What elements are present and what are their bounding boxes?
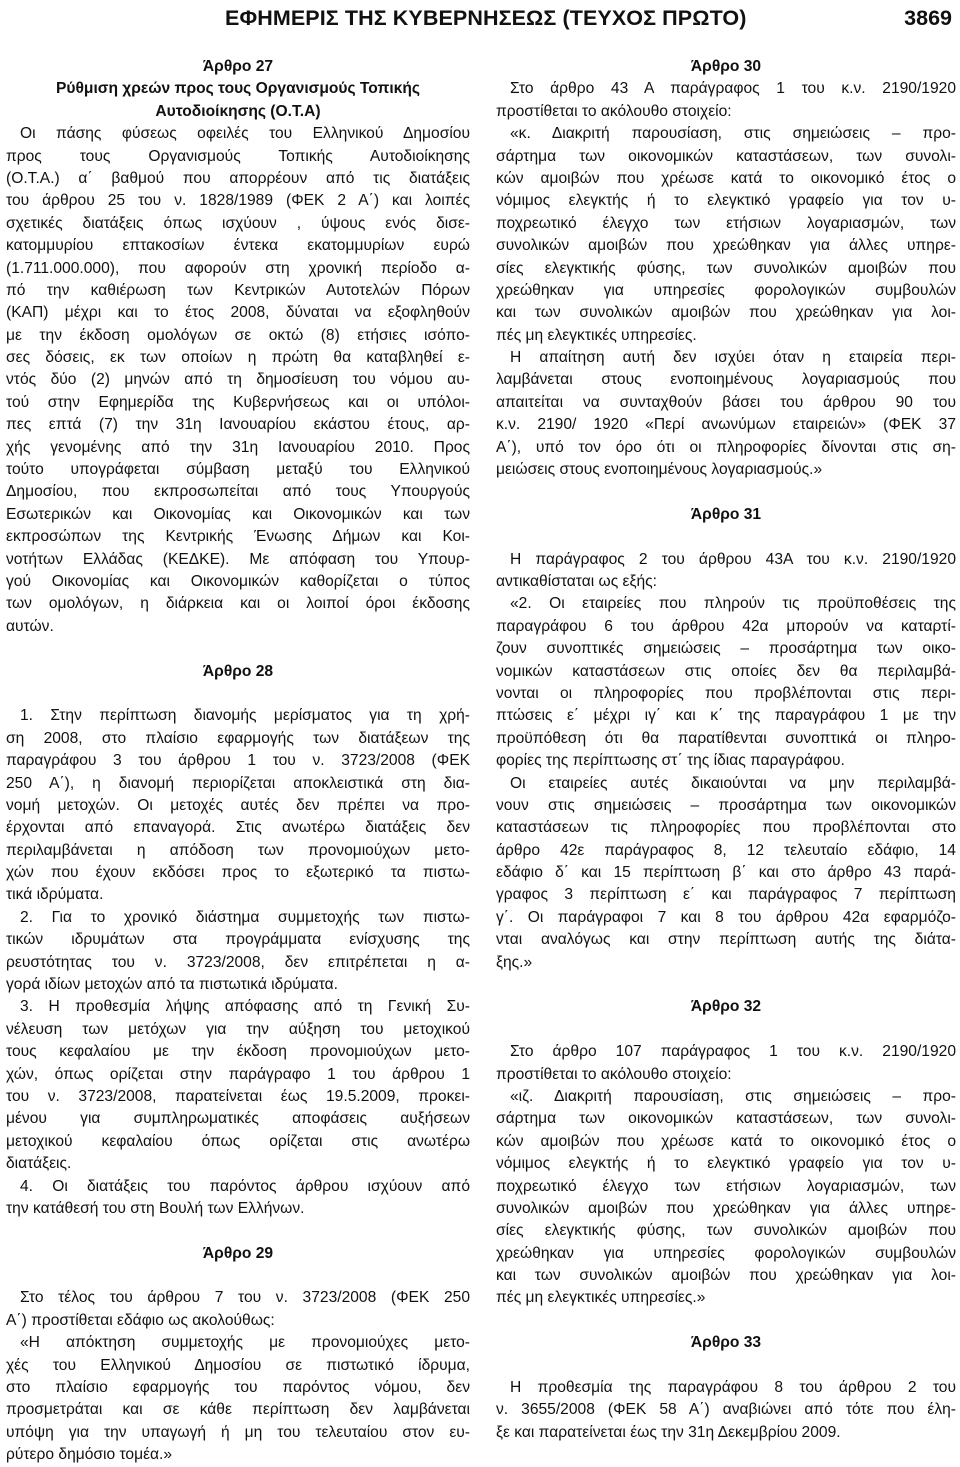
- text-line: συνολικών αμοιβών που χρεώθηκαν για άλλες υπηρε-: [496, 1199, 956, 1217]
- text-line: και των συνολικών αμοιβών που χρεώθηκαν για λοι-: [496, 1267, 956, 1285]
- text-line: νοτήτων Ελλάδας (ΚΕΔΚΕ). Με απόφαση του Υπουρ-: [6, 550, 470, 568]
- page-number: 3869: [904, 6, 952, 30]
- text-line: σάρτημα των οικονομικών καταστάσεων, των συνολι-: [496, 147, 956, 165]
- text-line: νομή μετοχών. Οι μετοχές αυτές δεν πρέπει να προ-: [6, 796, 470, 814]
- text-line: γού Οικονομίας και Οικονομικών καθορίζεται ο τύπος: [6, 572, 470, 590]
- text-line: του άρθρου 25 του ν. 1828/1989 (ΦΕΚ 2 Α΄) και λοιπές: [6, 192, 470, 210]
- text-line: τού στην Εφημερίδα της Κυβερνήσεως και οι υπόλοι-: [6, 393, 470, 411]
- text-line: εδάφιο δ΄ και 15 περίπτωση β΄ και στο άρθρο 43 παρά-: [496, 864, 956, 882]
- page-header: [0, 4, 960, 38]
- text-line: με την έκδοση ομολόγων σε οκτώ (8) ετήσιες ισόπο-: [6, 326, 470, 344]
- text-line: 1. Στην περίπτωση διανομής μερίσματος για τη χρή-: [20, 707, 470, 725]
- text-line: τικά ιδρύματα.: [6, 886, 104, 904]
- text-line: απαιτείται να συνταχθούν βάσει του άρθρου 90 του: [496, 393, 956, 411]
- text-line: ζουν συνοπτικές σημειώσεις – προσάρτημα των οικο-: [496, 640, 956, 658]
- text-line: Οι εταιρείες αυτές δικαιούνται να μην περιλαμβά-: [510, 774, 956, 792]
- text-line: Η απαίτηση αυτή δεν ισχύει όταν η εταιρεία περι-: [510, 349, 956, 367]
- text-line: (1.711.000.000), που αφορούν στη χρονική περίοδο α-: [6, 259, 470, 277]
- paragraph-spacer: [496, 526, 956, 548]
- text-line: υπόψη για την υπαγωγή ή μη του τελευταίου στον ευ-: [6, 1423, 470, 1441]
- text-line: εκπροσώπων της Κεντρικής Ένωσης Δήμων και Κοι-: [6, 528, 470, 546]
- text-line: 3. Η προθεσμία λήψης απόφασης από τη Γενική Συ-: [20, 998, 470, 1016]
- text-line: νουν στις σημειώσεις – προσάρτημα των οικονομικών: [496, 796, 956, 814]
- text-line: συνολικών αμοιβών που χρεώθηκαν για άλλες υπηρε-: [496, 237, 956, 255]
- text-line: μειώσεις στους ενοποιημένους λογαριασμούς.»: [496, 461, 823, 479]
- text-line: Η προθεσμία της παραγράφου 8 του άρθρου 2 του: [510, 1379, 956, 1397]
- text-line: χρεώθηκαν για υπηρεσίες φορολογικών συμβουλών: [496, 1244, 956, 1262]
- text-line: και των συνολικών αμοιβών που χρεώθηκαν για λοι-: [496, 304, 956, 322]
- text-line: τικών ιδρυμάτων στα προγράμματα ενίσχυσης της: [6, 931, 470, 949]
- text-line: Εσωτερικών και Οικονομίας και Οικονομικών και των: [6, 505, 470, 523]
- text-line: Οι πάσης φύσεως οφειλές του Ελληνικού Δημοσίου: [20, 125, 470, 143]
- text-line: πτώσεις ε΄ μέχρι ιγ΄ και κ΄ της παραγράφου 1 με την: [496, 707, 956, 725]
- paragraph-spacer: [496, 1355, 956, 1377]
- text-line: αυτών.: [6, 617, 54, 635]
- text-line: ντός δύο (2) μηνών από τη δημοσίευση του νόμου αυ-: [6, 371, 470, 389]
- text-line: καταστάσεων τις πληροφορίες που προβλέπονται στο: [496, 819, 956, 837]
- text-line: λαμβάνεται στους ενοποιημένους λογαριασμούς που: [496, 371, 956, 389]
- text-line: «κ. Διακριτή παρουσίαση, στις σημειώσεις – προ-: [510, 125, 956, 143]
- text-line: νονται οι πληροφορίες που προβλέπονται στις περι-: [496, 684, 956, 702]
- article-heading: Άρθρο 30: [690, 58, 762, 75]
- text-line: χές του Ελληνικού Δημοσίου σε πιστωτικό ίδρυμα,: [6, 1356, 470, 1374]
- text-line: κατομμυρίου επτακοσίων έντεκα εκατομμυρίων ευρώ: [6, 237, 470, 255]
- text-line: νόμιμος ελεγκτής ή το ελεγκτικό γραφείο για τον υ-: [496, 192, 956, 210]
- text-line: αντικαθίσταται ως εξής:: [496, 572, 658, 590]
- text-line: ση 2008, στο πλαίσιο εφαρμογής των διατάξεων της: [6, 729, 470, 747]
- left-column: [6, 56, 470, 1467]
- text-line: Α΄), υπό τον όρο ότι οι πληροφορίες δίνονται στις ση-: [496, 438, 956, 456]
- text-line: στο πλαίσιο εφαρμογής του παρόντος νόμου, δεν: [6, 1379, 470, 1397]
- text-line: έρχονται από επαναγορά. Στις ανωτέρω διατάξεις δεν: [6, 819, 470, 837]
- text-line: ξε και παρατείνεται έως την 31η Δεκεμβρίου 2009.: [496, 1423, 841, 1441]
- paragraph-spacer: [496, 974, 956, 996]
- text-line: φορίες της περίπτωσης στ΄ της ίδιας παραγράφου.: [496, 752, 845, 770]
- article-heading: Άρθρο 29: [202, 1244, 274, 1262]
- text-line: του ν. 3723/2008, παρατείνεται έως 19.5.2009, προκει-: [6, 1087, 470, 1105]
- text-line: σχετικές διατάξεις όπως ισχύουν , ύψους ενός δισε-: [6, 214, 470, 232]
- text-line: ρύτερο δημόσιο τομέα.»: [6, 1446, 173, 1464]
- article-heading: Άρθρο 31: [690, 505, 762, 523]
- text-line: Α΄) προστίθεται εδάφιο ως ακολούθως:: [6, 1311, 275, 1329]
- text-line: κ.ν. 2190/ 1920 «Περί ανωνύμων εταιρειών» (ΦΕΚ 37: [496, 416, 956, 434]
- paragraph-spacer: [6, 683, 470, 705]
- text-line: σίες ελεγκτικής φύσης, των συνολικών αμοιβών που: [496, 259, 956, 277]
- text-line: περιλαμβάνεται η απόδοση των προνομιούχων μετο-: [6, 841, 470, 859]
- text-line: γορά ιδίων μετοχών από τα πιστωτικά ιδρύματα.: [6, 976, 339, 994]
- text-line: γραφος 3 περίπτωση ε΄ και παράγραφος 7 περίπτωση: [496, 886, 956, 904]
- paragraph-spacer: [496, 481, 956, 503]
- text-line: Στο άρθρο 43 Α παράγραφος 1 του κ.ν. 2190/1920: [510, 80, 956, 98]
- text-line: χών που έχουν εκδόσει προς το εξωτερικό τα πιστω-: [6, 864, 470, 882]
- paragraph-spacer: [6, 638, 470, 660]
- text-line: «2. Οι εταιρείες που πληρούν τις προϋποθέσεις της: [510, 595, 956, 613]
- text-line: 4. Οι διατάξεις του παρόντος άρθρου ισχύουν από: [20, 1177, 470, 1195]
- text-line: προς τους Οργανισμούς Τοπικής Αυτοδιοίκησης: [6, 147, 470, 165]
- paragraph-spacer: [496, 1310, 956, 1332]
- text-line: πές μη ελεγκτικές υπηρεσίες.: [496, 326, 697, 344]
- text-line: κών αμοιβών που χρέωσε κατά το οικονομικό έτος ο: [496, 1132, 956, 1150]
- text-line: ν. 3655/2008 (ΦΕΚ 58 Α΄) αναβιώνει από τότε που έλη-: [496, 1401, 956, 1419]
- text-line: παραγράφου 3 του άρθρου 1 του ν. 3723/2008 (ΦΕΚ: [6, 752, 470, 770]
- paragraph-spacer: [496, 1019, 956, 1041]
- article-heading: Αυτοδιοίκησης (Ο.Τ.Α): [155, 102, 321, 120]
- text-line: Στο άρθρο 107 παράγραφος 1 του κ.ν. 2190/1920: [510, 1043, 956, 1061]
- article-heading: Άρθρο 27: [202, 58, 274, 75]
- text-line: Η παράγραφος 2 του άρθρου 43Α του κ.ν. 2190/1920: [510, 550, 956, 568]
- text-line: Δημοσίου, που εκπροσωπείται από τους Υπουργούς: [6, 483, 470, 501]
- text-line: άρθρο 42ε παράγραφος 8, 12 τελευταίο εδάφιο, 14: [496, 841, 956, 859]
- text-line: προστίθεται το ακόλουθο στοιχείο:: [496, 102, 732, 120]
- gazette-title: ΕΦΗΜΕΡΙΣ ΤΗΣ ΚΥΒΕΡΝΗΣΕΩΣ (ΤΕΥΧΟΣ ΠΡΩΤΟ): [225, 6, 747, 30]
- text-line: πες επτά (7) την 31η Ιανουαρίου εκάστου έτους, αρ-: [6, 416, 470, 434]
- text-line: σάρτημα των οικονομικών καταστάσεων, των συνολι-: [496, 1110, 956, 1128]
- text-line: Στο τέλος του άρθρου 7 του ν. 3723/2008 (ΦΕΚ 250: [20, 1289, 470, 1307]
- article-heading: Άρθρο 32: [690, 998, 762, 1016]
- paragraph-spacer: [6, 1265, 470, 1287]
- text-line: την κατάθεσή του στη Βουλή των Ελλήνων.: [6, 1199, 305, 1217]
- text-line: διατάξεις.: [6, 1155, 72, 1173]
- text-line: χής γενομένης από την 31η Ιανουαρίου 2010. Προς: [6, 438, 470, 456]
- text-line: νόμιμος ελεγκτής ή το ελεγκτικό γραφείο για τον υ-: [496, 1155, 956, 1173]
- article-heading: Άρθρο 33: [690, 1334, 762, 1352]
- paragraph-spacer: [6, 1220, 470, 1242]
- text-line: παραγράφου 6 του άρθρου 42α μπορούν να καταρτί-: [496, 617, 956, 635]
- text-line: σες δόσεις, εκ των οποίων η πρώτη θα καταβληθεί ε-: [6, 349, 470, 367]
- text-line: πές μη ελεγκτικές υπηρεσίες.»: [496, 1289, 706, 1307]
- text-line: σίες ελεγκτικής φύσης, των συνολικών αμοιβών που: [496, 1222, 956, 1240]
- text-line: προϋπόθεση ότι θα παρατίθενται συνοπτικά οι πληρο-: [496, 729, 956, 747]
- text-line: ρευστότητας του ν. 3723/2008, δεν επιτρέπεται η α-: [6, 953, 470, 971]
- article-heading: Άρθρο 28: [202, 662, 274, 680]
- text-line: 250 Α΄), η διανομή περιορίζεται αποκλειστικά στη δια-: [6, 774, 470, 792]
- text-line: νομικών καταστάσεων στις οποίες δεν θα περιλαμβά-: [496, 662, 956, 680]
- text-line: προστίθεται το ακόλουθο στοιχείο:: [496, 1065, 732, 1083]
- text-line: ποχρεωτικό έλεγχο των ετήσιων λογαριασμών, των: [496, 214, 956, 232]
- text-line: (Ο.Τ.Α.) α΄ βαθμού που απορρέουν από τις διατάξεις: [6, 169, 470, 187]
- text-line: 2. Για το χρονικό διάστημα συμμετοχής των πιστω-: [20, 908, 470, 926]
- text-line: πό την καθιέρωση των Κεντρικών Αυτοτελών Πόρων: [6, 281, 470, 299]
- text-line: των ομολόγων, η διάρκεια και οι λοιποί όροι έκδοσης: [6, 595, 470, 613]
- text-line: τούτο υπογράφεται σύμβαση μεταξύ του Ελληνικού: [6, 461, 470, 479]
- text-line: χρεώθηκαν για υπηρεσίες φορολογικών συμβουλών: [496, 281, 956, 299]
- text-line: κών αμοιβών που χρέωσε κατά το οικονομικό έτος ο: [496, 169, 956, 187]
- right-column: [496, 56, 956, 1444]
- text-line: προσμετράται και σε κάθε περίπτωση δεν λαμβάνεται: [6, 1401, 470, 1419]
- text-line: «Η απόκτηση συμμετοχής με προνομιούχες μετο-: [20, 1334, 470, 1352]
- text-line: μένου για συμπληρωματικές αποφάσεις αυξήσεων: [6, 1110, 470, 1128]
- text-line: ξης.»: [496, 953, 533, 971]
- text-line: τους κεφαλαίου με την έκδοση προνομιούχων μετο-: [6, 1043, 470, 1061]
- text-line: μετοχικού κεφαλαίου όπως ορίζεται στις ανωτέρω: [6, 1132, 470, 1150]
- text-line: ποχρεωτικό έλεγχο των ετήσιων λογαριασμών, των: [496, 1177, 956, 1195]
- text-line: νται αναλόγως και στην περίπτωση αυτής της διάτα-: [496, 931, 956, 949]
- text-line: νέλευση των μετόχων για την αύξηση του μετοχικού: [6, 1020, 470, 1038]
- article-heading: Ρύθμιση χρεών προς τους Οργανισμούς Τοπικής: [56, 80, 420, 98]
- text-line: γ΄. Οι παράγραφοι 7 και 8 του άρθρου 42α εφαρμόζο-: [496, 908, 956, 926]
- text-line: χών, όπως ορίζεται στην παράγραφο 1 του άρθρου 1: [6, 1065, 470, 1083]
- text-line: (ΚΑΠ) μέχρι και το έτος 2008, δύναται να εξοφληθούν: [6, 304, 470, 322]
- text-line: «ιζ. Διακριτή παρουσίαση, στις σημειώσεις – προ-: [510, 1087, 956, 1105]
